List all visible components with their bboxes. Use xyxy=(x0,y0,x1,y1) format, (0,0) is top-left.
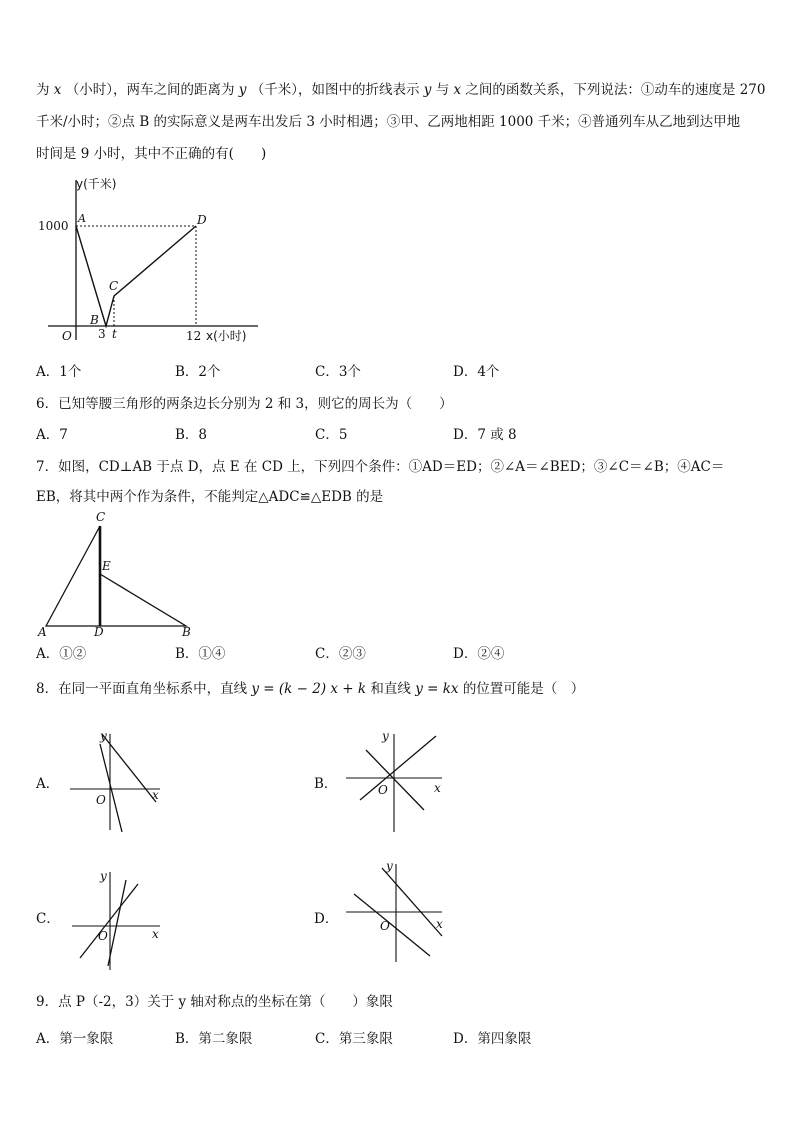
q8-option-a-graph[interactable] xyxy=(66,728,166,838)
q8-option-d-graph[interactable] xyxy=(338,858,448,970)
line-1 xyxy=(382,868,442,936)
q5-option-a[interactable]: A．1个 xyxy=(36,364,82,380)
q7-triangle-figure xyxy=(36,508,206,640)
q9-question: 9．点 P（-2，3）关于 y 轴对称点的坐标在第（ ）象限 xyxy=(36,994,393,1010)
q8-option-d-letter[interactable]: D． xyxy=(314,911,339,927)
q5-text: 之间的函数关系，下列说法：①动车的速度是 270 xyxy=(465,82,766,98)
q6-option-c[interactable]: C．5 xyxy=(315,427,348,443)
svg-text:y: y xyxy=(382,729,389,743)
point-b-label: B xyxy=(90,313,99,327)
svg-text:O: O xyxy=(98,929,108,943)
q7-option-c[interactable]: C．②③ xyxy=(315,646,366,662)
svg-text:x: x xyxy=(436,917,443,931)
q8-equation-2: y = kx xyxy=(415,681,459,697)
line-2 xyxy=(354,894,430,956)
q5-text: 与 xyxy=(435,82,450,98)
y-axis-label: y(千米) xyxy=(76,177,117,191)
point-d-label: D xyxy=(197,213,207,227)
label-b: B xyxy=(182,625,191,639)
var-x: x xyxy=(53,82,62,98)
origin-label: O xyxy=(62,329,72,343)
label-e: E xyxy=(102,559,111,573)
line-1 xyxy=(80,884,138,958)
q7-option-a[interactable]: A．①② xyxy=(36,646,87,662)
point-c-label: C xyxy=(109,279,119,293)
line-1 xyxy=(360,736,436,800)
q8-text: 和直线 xyxy=(370,681,411,697)
svg-text:O: O xyxy=(96,793,106,807)
svg-text:O: O xyxy=(378,783,388,797)
q8-text: 8．在同一平面直角坐标系中，直线 xyxy=(36,681,248,697)
q5-option-c[interactable]: C．3个 xyxy=(315,364,361,380)
q8-question xyxy=(36,679,584,699)
q6-option-b[interactable]: B．8 xyxy=(175,427,208,443)
x-axis-label: x(小时) xyxy=(206,329,247,343)
svg-text:y: y xyxy=(100,729,107,743)
svg-text:y: y xyxy=(386,859,393,873)
q5-option-b[interactable]: B．2个 xyxy=(175,364,221,380)
var-x: x xyxy=(453,82,462,98)
q8-option-b-letter[interactable]: B． xyxy=(314,776,338,792)
svg-text:x: x xyxy=(152,788,159,802)
line-2 xyxy=(366,750,424,810)
q8-equation-1: y = (k − 2) x + k xyxy=(251,681,367,697)
point-a-label: A xyxy=(78,212,86,225)
q5-text: （小时），两车之间的距离为 xyxy=(65,82,235,98)
svg-text:x: x xyxy=(152,927,159,941)
q8-option-b-graph[interactable] xyxy=(338,728,448,838)
q7-line-2: EB，将其中两个作为条件，不能判定△ADC≌△EDB 的是 xyxy=(36,489,384,505)
x-tick-3: 3 xyxy=(98,327,106,341)
x-tick-t: t xyxy=(112,327,117,341)
q5-text: 为 xyxy=(36,82,50,98)
label-a: A xyxy=(38,625,47,639)
y-tick-1000: 1000 xyxy=(38,219,69,233)
q9-option-c[interactable]: C．第三象限 xyxy=(315,1031,393,1047)
q5-text: （千米），如图中的折线表示 xyxy=(250,82,420,98)
line-2 xyxy=(108,880,126,966)
svg-text:O: O xyxy=(380,919,390,933)
q6-option-a[interactable]: A．7 xyxy=(36,427,68,443)
q9-option-a[interactable]: A．第一象限 xyxy=(36,1031,114,1047)
triangle-edb xyxy=(100,574,186,626)
q6-question: 6．已知等腰三角形的两条边长分别为 2 和 3，则它的周长为（ ） xyxy=(36,396,453,412)
label-c: C xyxy=(96,510,106,524)
q7-option-b[interactable]: B．①④ xyxy=(175,646,226,662)
var-y: y xyxy=(423,82,432,98)
q5-line-2: 千米/小时；②点 B 的实际意义是两车出发后 3 小时相遇；③甲、乙两地相距 1000 千米；④普通列车从乙地到达甲地 xyxy=(36,114,741,130)
q7-option-d[interactable]: D．②④ xyxy=(453,646,505,662)
q8-option-c-letter[interactable]: C． xyxy=(36,911,60,927)
q6-option-d[interactable]: D．7 或 8 xyxy=(453,427,517,443)
svg-text:y: y xyxy=(100,869,107,883)
q5-line-3: 时间是 9 小时，其中不正确的有( ) xyxy=(36,146,267,162)
triangle-adc xyxy=(46,526,100,626)
q7-line-1: 7．如图，CD⊥AB 于点 D，点 E 在 CD 上，下列四个条件：①AD＝ED；②∠A＝∠BED；③∠C＝∠B；④AC＝ xyxy=(36,459,725,475)
q5-distance-time-graph xyxy=(36,172,266,352)
q8-option-a-letter[interactable]: A． xyxy=(36,776,60,792)
q9-option-d[interactable]: D．第四象限 xyxy=(453,1031,532,1047)
svg-text:x: x xyxy=(434,781,441,795)
var-y: y xyxy=(238,82,247,98)
distance-polyline xyxy=(76,226,196,326)
q5-line-1 xyxy=(36,80,765,100)
q5-option-d[interactable]: D．4个 xyxy=(453,364,500,380)
q8-option-c-graph[interactable] xyxy=(66,866,166,976)
label-d: D xyxy=(94,625,104,639)
q9-option-b[interactable]: B．第二象限 xyxy=(175,1031,253,1047)
x-tick-12: 12 xyxy=(186,329,202,343)
q8-text: 的位置可能是（ ） xyxy=(462,681,585,697)
line-2 xyxy=(100,744,122,832)
